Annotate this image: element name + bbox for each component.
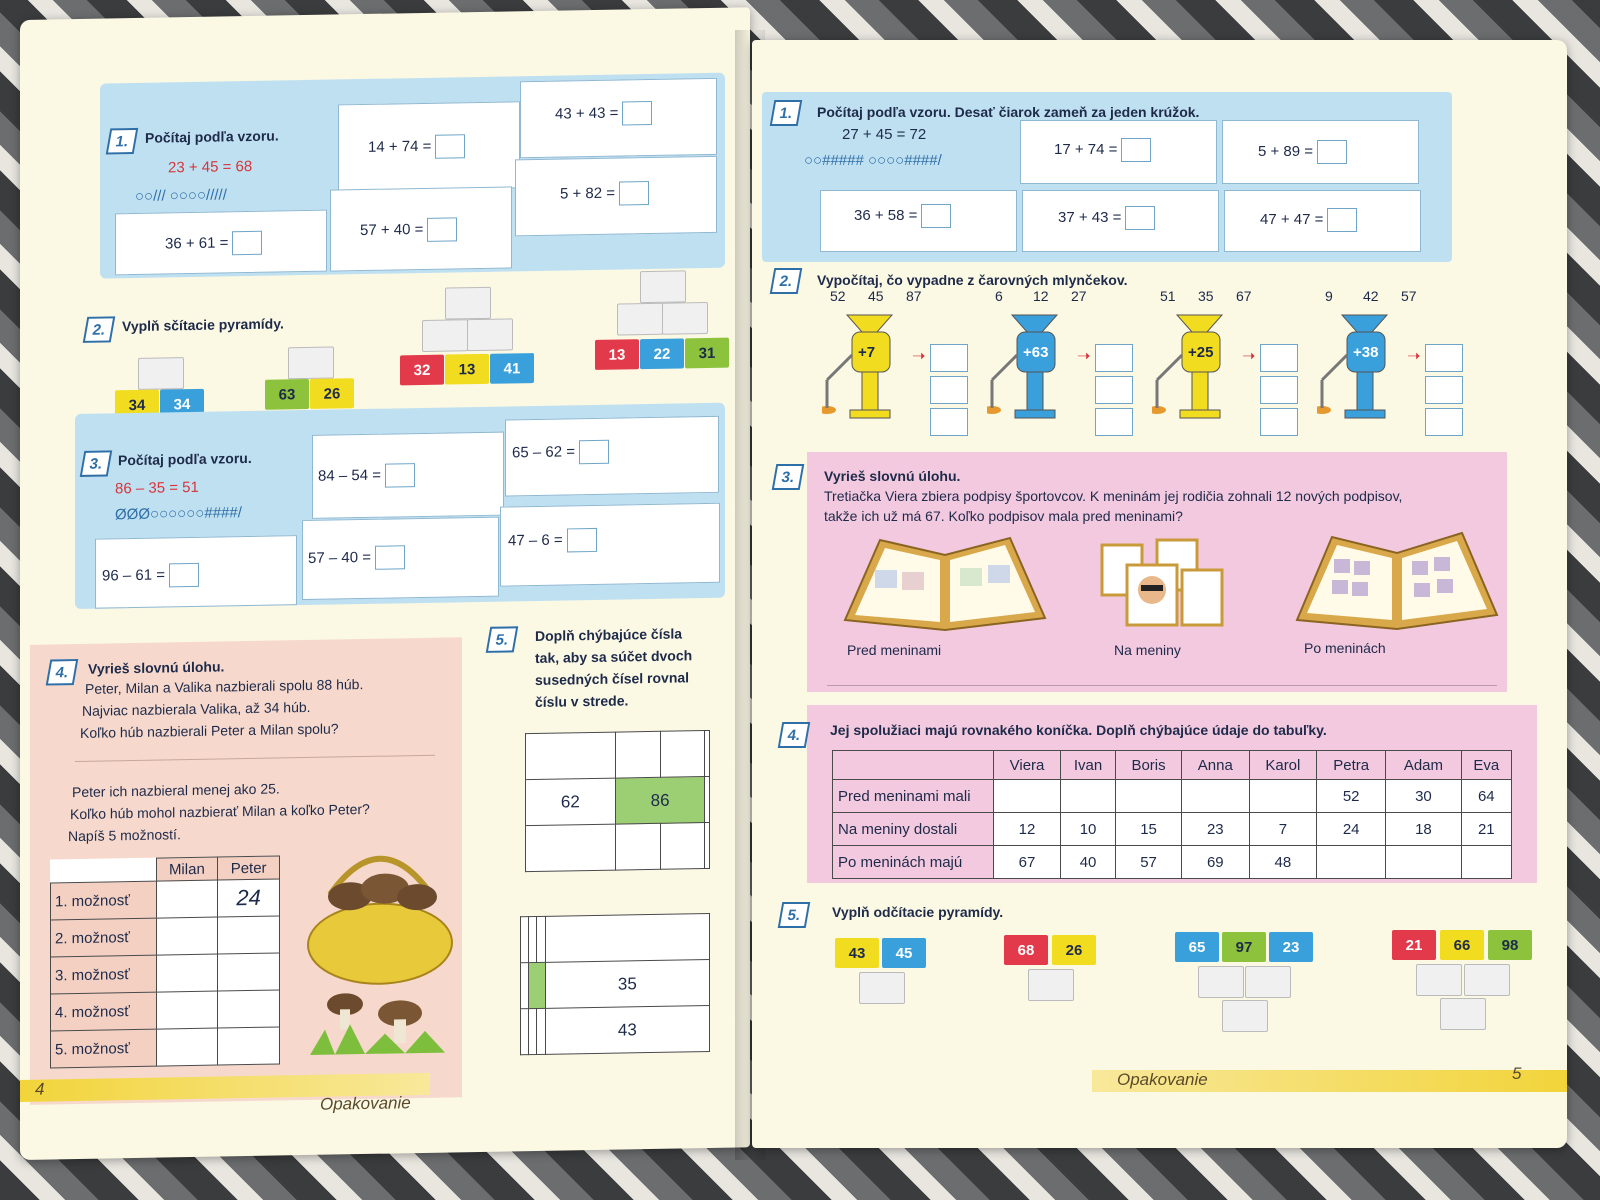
footer-title: Opakovanie — [320, 1093, 411, 1114]
exercise-number: 3. — [772, 464, 805, 490]
table-cell: 30 — [1386, 780, 1461, 813]
answer-box[interactable] — [579, 440, 609, 465]
pyramid-brick: 22 — [640, 338, 684, 369]
task-equation: 17 + 74 = — [1054, 138, 1151, 162]
task-equation: 57 + 40 = — [360, 217, 457, 243]
grid-cell[interactable] — [545, 913, 709, 962]
pyramid-empty-brick[interactable] — [422, 319, 468, 352]
grinder-output-box[interactable] — [1095, 344, 1133, 372]
answer-box[interactable] — [622, 101, 652, 126]
column-header: Petra — [1317, 751, 1386, 780]
row-label: 5. možnosť — [51, 1029, 157, 1068]
grinder-operation: +38 — [1353, 344, 1379, 361]
exercise-heading-line: susedných čísel rovnal — [535, 669, 690, 689]
pyramid-empty-brick[interactable] — [1198, 966, 1244, 998]
task-equation: 84 – 54 = — [318, 463, 415, 489]
pyramid-brick: 13 — [445, 354, 489, 385]
grinder-input-number: 57 — [1401, 288, 1417, 304]
autograph-cards-illustration — [1097, 535, 1227, 635]
grid-cell[interactable] — [660, 731, 705, 778]
table-cell[interactable] — [1061, 780, 1116, 813]
pyramid-empty-brick[interactable] — [1222, 1000, 1268, 1032]
pyramid-brick: 31 — [685, 338, 729, 369]
word-problem-line: Koľko húb nazbierali Peter a Milan spolu? — [80, 720, 339, 741]
table-row — [833, 780, 1512, 813]
answer-box[interactable] — [619, 181, 649, 206]
pyramid-brick: 23 — [1269, 932, 1313, 962]
pyramid-brick: 65 — [1175, 932, 1219, 962]
pyramid-empty-brick[interactable] — [1464, 964, 1510, 996]
exercise-heading: Vyplň sčítacie pyramídy. — [122, 315, 284, 335]
possibilities-table — [50, 855, 280, 1068]
grinder-output-box[interactable] — [930, 376, 968, 404]
exercise-number: 1. — [106, 128, 139, 155]
word-problem-line: Peter, Milan a Valika nazbierali spolu 88 húb. — [85, 676, 364, 697]
word-problem-line: Peter ich nazbieral menej ako 25. — [72, 780, 280, 801]
illustration-caption: Na meniny — [1114, 642, 1181, 658]
task-equation: 43 + 43 = — [555, 101, 652, 127]
row-label: Po meninách majú — [833, 846, 994, 879]
grid-cell[interactable] — [537, 916, 545, 962]
exercise-number: 2. — [770, 268, 803, 294]
table-cell[interactable] — [156, 954, 218, 992]
column-header: Ivan — [1061, 751, 1116, 780]
pyramid-brick: 63 — [265, 379, 309, 410]
column-header: Milan — [156, 857, 218, 881]
column-header: Peter — [218, 856, 280, 880]
pyramid-empty-brick[interactable] — [445, 287, 491, 320]
table-row — [833, 813, 1512, 846]
pyramid-brick: 34 — [115, 390, 159, 421]
handwritten-answer[interactable]: 24 — [218, 879, 280, 917]
grid-cell[interactable] — [705, 822, 710, 868]
footer-title: Opakovanie — [1117, 1070, 1208, 1089]
task-equation: 14 + 74 = — [368, 134, 465, 160]
hobby-table — [832, 750, 1512, 879]
grid-cell[interactable] — [529, 916, 537, 962]
grinder-input-number: 52 — [830, 288, 846, 304]
grinder-input-number: 12 — [1033, 288, 1049, 304]
grid-cell[interactable] — [529, 1008, 537, 1054]
pyramid-brick: 43 — [835, 938, 879, 968]
pyramid-empty-brick[interactable] — [617, 303, 663, 336]
grinder-input-number: 35 — [1198, 288, 1214, 304]
exercise-number: 5. — [486, 626, 519, 653]
answer-box[interactable] — [1327, 208, 1357, 232]
pyramid-brick: 32 — [400, 355, 444, 386]
number-grid-1 — [525, 730, 710, 872]
arrow-icon: ➝ — [1407, 348, 1421, 365]
row-label: 3. možnosť — [51, 955, 157, 994]
example-circles: ○○/// ○○○○///// — [135, 186, 227, 205]
table-cell[interactable] — [994, 780, 1061, 813]
task-equation: 96 – 61 = — [102, 563, 199, 589]
table-cell: 12 — [994, 813, 1061, 846]
grinder-icon — [1152, 310, 1262, 440]
grid-center-cell[interactable] — [529, 962, 545, 1008]
pyramid-brick: 97 — [1222, 932, 1266, 962]
exercise-number: 4. — [778, 722, 811, 748]
word-problem-line: Koľko húb mohol nazbierať Milan a koľko Peter? — [70, 800, 370, 823]
table-cell[interactable] — [156, 1028, 218, 1066]
exercise-number: 1. — [770, 100, 803, 126]
grinder-operation: +63 — [1023, 344, 1049, 361]
exercise-number: 2. — [83, 316, 116, 343]
answer-box[interactable] — [1125, 206, 1155, 230]
task-equation: 5 + 89 = — [1258, 140, 1347, 164]
example-equation: 27 + 45 = 72 — [842, 126, 927, 143]
pyramid-brick: 13 — [595, 339, 639, 370]
grinder-icon — [1317, 310, 1427, 440]
grid-cell[interactable] — [615, 731, 660, 778]
pyramid-empty-brick[interactable] — [662, 302, 708, 335]
answer-box[interactable] — [375, 545, 405, 570]
column-header: Viera — [994, 751, 1061, 780]
right-page — [752, 40, 1567, 1148]
column-header: Anna — [1182, 751, 1250, 780]
word-problem-line: Najviac nazbierala Valika, až 34 húb. — [82, 698, 311, 719]
table-cell[interactable] — [1461, 846, 1511, 879]
answer-box[interactable] — [385, 463, 415, 488]
table-cell[interactable] — [1182, 780, 1250, 813]
exercise-heading: Jej spolužiaci majú rovnakého koníčka. Doplň chýbajúce údaje do tabuľky. — [830, 722, 1327, 738]
task-equation: 65 – 62 = — [512, 440, 609, 466]
answer-box[interactable] — [1121, 138, 1151, 162]
grinder-input-number: 67 — [1236, 288, 1252, 304]
answer-box[interactable] — [169, 563, 199, 588]
arrow-icon: ➝ — [1242, 348, 1256, 365]
table-cell: 23 — [1182, 813, 1250, 846]
exercise-heading: Vyrieš slovnú úlohu. — [88, 658, 225, 677]
grinder-output-box[interactable] — [1425, 344, 1463, 372]
table-cell: 10 — [1061, 813, 1116, 846]
pyramid-empty-brick[interactable] — [640, 270, 686, 303]
grinder-output-box[interactable] — [1425, 408, 1463, 436]
magic-grinder — [822, 288, 987, 448]
pyramid-brick: 26 — [310, 378, 354, 409]
table-cell[interactable] — [1116, 780, 1182, 813]
grinder-input-number: 51 — [1160, 288, 1176, 304]
task-equation: 5 + 82 = — [560, 181, 649, 207]
example-circles: ○○##### ○○○○####/ — [804, 152, 942, 169]
pyramid-empty-brick[interactable] — [467, 318, 513, 351]
grid-cell[interactable] — [537, 1008, 545, 1054]
grinder-input-number: 42 — [1363, 288, 1379, 304]
grid-cell[interactable] — [705, 776, 710, 822]
table-cell: 52 — [1317, 780, 1386, 813]
left-page — [20, 7, 750, 1160]
autograph-album-illustration — [840, 530, 1050, 635]
grinder-input-number: 6 — [995, 288, 1003, 304]
column-header: Karol — [1249, 751, 1317, 780]
table-row — [51, 953, 280, 994]
grinder-output-box[interactable] — [1260, 376, 1298, 404]
row-label: 1. možnosť — [51, 881, 157, 920]
table-row — [833, 846, 1512, 879]
exercise-heading: Počítaj podľa vzoru. Desať čiarok zameň za jeden krúžok. — [817, 104, 1200, 120]
magic-grinder — [987, 288, 1152, 448]
table-cell[interactable] — [1249, 780, 1317, 813]
pyramid-empty-brick[interactable] — [138, 357, 184, 390]
grinder-icon — [822, 310, 932, 440]
task-equation: 37 + 43 = — [1058, 206, 1155, 230]
pyramid-brick: 98 — [1488, 930, 1532, 960]
column-header: Adam — [1386, 751, 1461, 780]
table-cell[interactable] — [218, 990, 280, 1028]
grinder-output-box[interactable] — [1260, 408, 1298, 436]
exercise-heading: Vypočítaj, čo vypadne z čarovných mlynčekov. — [817, 272, 1128, 288]
row-label: 2. možnosť — [51, 918, 157, 957]
table-cell[interactable] — [156, 880, 218, 918]
grid-cell[interactable] — [526, 732, 616, 780]
table-cell[interactable] — [1386, 846, 1461, 879]
table-cell: 67 — [994, 846, 1061, 879]
number-grid-2 — [520, 913, 710, 1055]
grinder-output-box[interactable] — [1425, 376, 1463, 404]
table-cell[interactable] — [218, 1027, 280, 1065]
task-equation: 36 + 58 = — [854, 204, 951, 228]
table-row — [51, 879, 280, 920]
word-problem-line: takže ich už má 67. Koľko podpisov mala pred meninami? — [824, 508, 1183, 524]
pyramid-empty-brick[interactable] — [1028, 969, 1074, 1001]
mushroom-basket-illustration — [305, 832, 460, 1065]
grinder-operation: +7 — [858, 344, 876, 361]
grinder-input-number: 9 — [1325, 288, 1333, 304]
answer-box[interactable] — [232, 231, 262, 256]
page-number: 4 — [35, 1079, 45, 1099]
grinder-output-box[interactable] — [1095, 408, 1133, 436]
pyramid-empty-brick[interactable] — [288, 347, 334, 380]
table-cell[interactable] — [1317, 846, 1386, 879]
pyramid-brick: 26 — [1052, 935, 1096, 965]
table-cell: 7 — [1249, 813, 1317, 846]
pyramid-brick: 68 — [1004, 935, 1048, 965]
example-equation: 23 + 45 = 68 — [168, 157, 253, 177]
magic-grinder — [1152, 288, 1317, 448]
column-header: Eva — [1461, 751, 1511, 780]
grinder-output-box[interactable] — [930, 408, 968, 436]
exercise-heading: Počítaj podľa vzoru. — [118, 449, 252, 469]
answer-line[interactable] — [827, 685, 1497, 686]
grinder-input-number: 27 — [1071, 288, 1087, 304]
grinder-output-box[interactable] — [930, 344, 968, 372]
pyramid-empty-brick[interactable] — [1440, 998, 1486, 1030]
table-row — [51, 916, 280, 957]
exercise-heading-line: číslu v strede. — [535, 692, 629, 711]
answer-box[interactable] — [567, 528, 597, 553]
grid-cell: 35 — [545, 959, 709, 1008]
illustration-caption: Po meninách — [1304, 640, 1386, 656]
grinder-output-box[interactable] — [1095, 376, 1133, 404]
task-equation: 36 + 61 = — [165, 231, 262, 257]
pyramid-empty-brick[interactable] — [1245, 966, 1291, 998]
example-equation: 86 – 35 = 51 — [115, 478, 199, 498]
task-equation: 57 – 40 = — [308, 545, 405, 571]
table-cell: 48 — [1249, 846, 1317, 879]
pyramid-brick: 66 — [1440, 930, 1484, 960]
table-cell: 40 — [1061, 846, 1116, 879]
table-cell: 57 — [1116, 846, 1182, 879]
grinder-operation: +25 — [1188, 344, 1214, 361]
word-problem-line: Tretiačka Viera zbiera podpisy športovcov. K meninám jej rodičia zohnali 12 nových podpisov, — [824, 488, 1403, 504]
grid-cell: 62 — [526, 778, 616, 826]
table-row — [51, 1027, 280, 1068]
exercise-heading-line: Doplň chýbajúce čísla — [535, 625, 683, 645]
row-label: 4. možnosť — [51, 992, 157, 1031]
table-cell: 64 — [1461, 780, 1511, 813]
grid-cell: 43 — [545, 1005, 709, 1054]
table-cell: 18 — [1386, 813, 1461, 846]
illustration-caption: Pred meninami — [847, 642, 942, 658]
table-cell: 21 — [1461, 813, 1511, 846]
pyramid-empty-brick[interactable] — [859, 972, 905, 1004]
exercise-heading-line: tak, aby sa súčet dvoch — [535, 647, 693, 667]
example-circles: ØØØ○○○○○○####/ — [115, 504, 242, 524]
arrow-icon: ➝ — [912, 348, 926, 365]
pyramid-brick: 34 — [160, 389, 204, 420]
pyramid-brick: 45 — [882, 938, 926, 968]
table-header-row — [833, 751, 1512, 780]
grid-center-cell: 86 — [615, 777, 705, 825]
exercise-number: 4. — [46, 659, 79, 686]
magic-grinder — [1317, 288, 1482, 448]
arrow-icon: ➝ — [1077, 348, 1091, 365]
table-cell[interactable] — [156, 917, 218, 955]
page-number: 5 — [1512, 1064, 1522, 1083]
answer-box[interactable] — [921, 204, 951, 228]
table-cell[interactable] — [218, 916, 280, 954]
grid-cell[interactable] — [521, 963, 529, 1009]
grid-cell[interactable] — [660, 823, 705, 870]
task-equation: 47 + 47 = — [1260, 208, 1357, 232]
table-cell: 15 — [1116, 813, 1182, 846]
answer-box[interactable] — [1317, 140, 1347, 164]
column-header: Boris — [1116, 751, 1182, 780]
pyramid-brick: 21 — [1392, 930, 1436, 960]
autograph-album-full-illustration — [1292, 525, 1502, 635]
exercise-number: 3. — [80, 450, 113, 477]
exercise-number: 5. — [778, 902, 811, 928]
word-problem-line: Napíš 5 možností. — [68, 826, 181, 845]
table-cell: 69 — [1182, 846, 1250, 879]
table-row — [51, 990, 280, 1031]
grinder-icon — [987, 310, 1097, 440]
exercise-heading: Počítaj podľa vzoru. — [145, 127, 279, 146]
grinder-input-number: 87 — [906, 288, 922, 304]
exercise-heading: Vyplň odčítacie pyramídy. — [832, 904, 1004, 920]
table-cell[interactable] — [218, 953, 280, 991]
exercise-heading: Vyrieš slovnú úlohu. — [824, 468, 961, 484]
grid-cell[interactable] — [521, 917, 529, 963]
pyramid-empty-brick[interactable] — [1416, 964, 1462, 996]
grinder-input-number: 45 — [868, 288, 884, 304]
grid-cell[interactable] — [521, 1009, 529, 1055]
grid-cell[interactable] — [615, 823, 660, 870]
pyramid-brick: 41 — [490, 353, 534, 384]
table-cell: 24 — [1317, 813, 1386, 846]
table-cell[interactable] — [156, 991, 218, 1029]
row-label: Na meniny dostali — [833, 813, 994, 846]
task-equation: 47 – 6 = — [508, 528, 597, 554]
grid-cell[interactable] — [526, 824, 616, 872]
grid-cell[interactable] — [705, 730, 710, 776]
grinder-output-box[interactable] — [1260, 344, 1298, 372]
answer-box[interactable] — [435, 134, 465, 159]
answer-box[interactable] — [427, 217, 457, 242]
row-label: Pred meninami mali — [833, 780, 994, 813]
